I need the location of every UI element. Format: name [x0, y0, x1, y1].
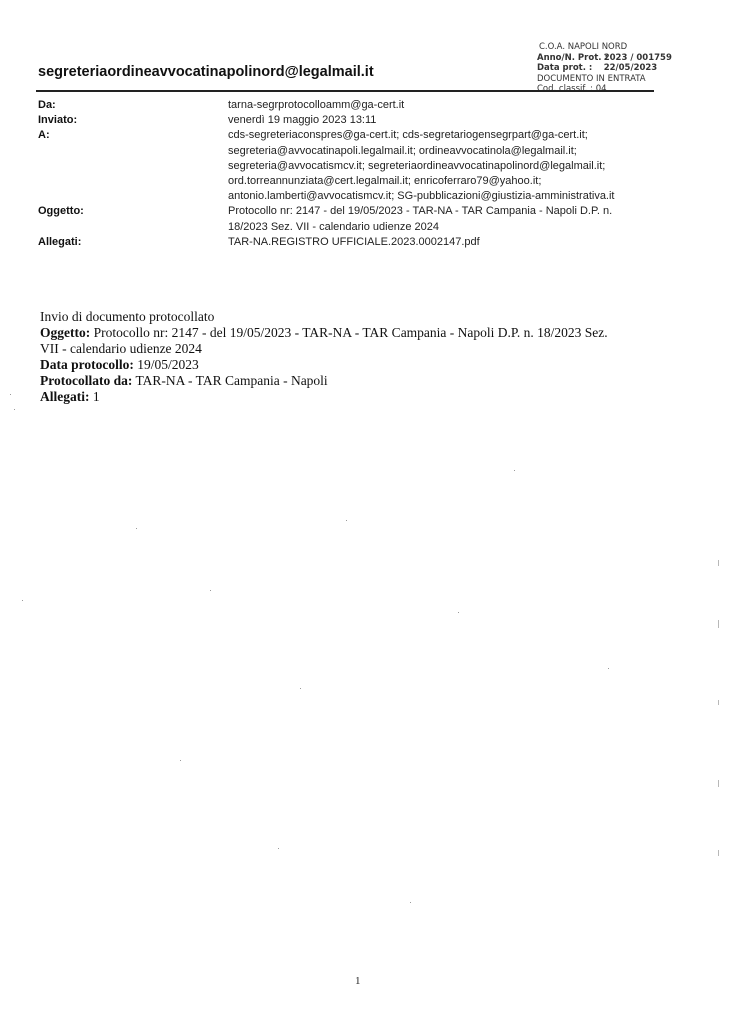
scan-speck — [180, 760, 181, 761]
stamp-classification: Cod. classif. : 04 — [537, 84, 607, 94]
body-registered-by-label: Protocollato da: — [40, 373, 133, 388]
from-value: tarna-segrprotocolloamm@ga-cert.it — [228, 99, 405, 111]
scan-speck — [458, 612, 459, 613]
body-protocol-date-value: 19/05/2023 — [137, 357, 199, 372]
body-registered-by — [40, 373, 680, 389]
mailbox-address: segreteriaordineavvocatinapolinord@legalmail.it — [38, 64, 374, 80]
sent-label: Inviato: — [38, 114, 78, 127]
body-protocol-date — [40, 357, 680, 373]
to-row — [38, 128, 658, 204]
stamp-date-value: 22/05/2023 — [603, 63, 658, 73]
recipient-line: ord.torreannunziata@cert.legalmail.it; enricoferraro79@yahoo.it; — [228, 175, 542, 188]
scan-edge-mark — [718, 780, 719, 787]
body-subject-label: Oggetto: — [40, 325, 91, 340]
protocol-stamp — [537, 42, 722, 95]
attachments-row — [38, 235, 658, 250]
subject-line: 18/2023 Sez. VII - calendario udienze 2024 — [228, 220, 439, 233]
recipient-line: cds-segreteriaconspres@ga-cert.it; cds-segretariogensegrpart@ga-cert.it; — [228, 129, 588, 142]
to-recipients — [228, 128, 658, 204]
stamp-date-label: Data prot. : — [537, 63, 593, 73]
scan-speck — [136, 528, 137, 529]
subject-value — [228, 204, 658, 234]
scan-edge-mark — [718, 560, 719, 566]
scan-speck — [278, 848, 279, 849]
body-subject-continued: VII - calendario udienze 2024 — [40, 341, 202, 356]
to-label: A: — [38, 129, 50, 142]
recipient-line: segreteria@avvocatinapoli.legalmail.it; ordineavvocatinola@legalmail.it; — [228, 144, 577, 157]
scan-edge-mark — [718, 850, 719, 856]
stamp-direction: DOCUMENTO IN ENTRATA — [537, 73, 646, 84]
subject-row — [38, 204, 658, 234]
scan-speck — [22, 600, 23, 601]
body-protocol-date-label: Data protocollo: — [40, 357, 134, 372]
stamp-protocol-label: Anno/N. Prot. : — [537, 52, 608, 63]
scan-speck — [300, 688, 301, 689]
scan-speck — [210, 590, 211, 591]
sent-row — [38, 113, 658, 128]
email-header — [38, 98, 658, 250]
body-subject — [40, 325, 680, 341]
body-registered-by-value: TAR-NA - TAR Campania - Napoli — [135, 373, 328, 388]
scan-speck — [514, 470, 515, 471]
from-row — [38, 98, 658, 113]
body-subject-text: Protocollo nr: 2147 - del 19/05/2023 - TAR-NA - TAR Campania - Napoli D.P. n. 18/2023 Sez. — [93, 325, 608, 340]
body-attachments — [40, 389, 680, 405]
scan-speck — [10, 394, 11, 395]
sent-value: venerdì 19 maggio 2023 13:11 — [228, 114, 377, 127]
subject-label: Oggetto: — [38, 205, 84, 218]
stamp-protocol-row — [537, 53, 722, 64]
attachment-file: TAR-NA.REGISTRO UFFICIALE.2023.0002147.pdf — [228, 235, 480, 248]
from-label: Da: — [38, 99, 56, 111]
attachments-label: Allegati: — [38, 235, 82, 248]
recipient-line: antonio.lamberti@avvocatismcv.it; SG-pubblicazioni@giustizia-amministrativa.it — [228, 190, 615, 203]
subject-line: Protocollo nr: 2147 - del 19/05/2023 - TAR-NA - TAR Campania - Napoli D.P. n. — [228, 205, 613, 218]
stamp-office: C.O.A. NAPOLI NORD — [539, 42, 628, 52]
scan-edge-mark — [718, 700, 719, 705]
recipient-line: segreteria@avvocatismcv.it; segreteriaordineavvocatinapolinord@legalmail.it; — [228, 159, 606, 172]
scan-speck — [14, 409, 15, 410]
intro-text: Invio di documento protocollato — [40, 309, 215, 324]
scan-speck — [410, 902, 411, 903]
body-attachments-value: 1 — [92, 389, 100, 404]
stamp-protocol-value: 2023 / 001759 — [603, 52, 672, 63]
body-attachments-label: Allegati: — [40, 389, 90, 404]
scan-speck — [608, 668, 609, 669]
page-number: 1 — [355, 975, 361, 987]
scan-edge-mark — [718, 620, 719, 628]
title-divider — [36, 90, 654, 92]
scan-speck — [346, 520, 347, 521]
message-body — [40, 309, 680, 405]
stamp-date-row — [537, 63, 722, 74]
